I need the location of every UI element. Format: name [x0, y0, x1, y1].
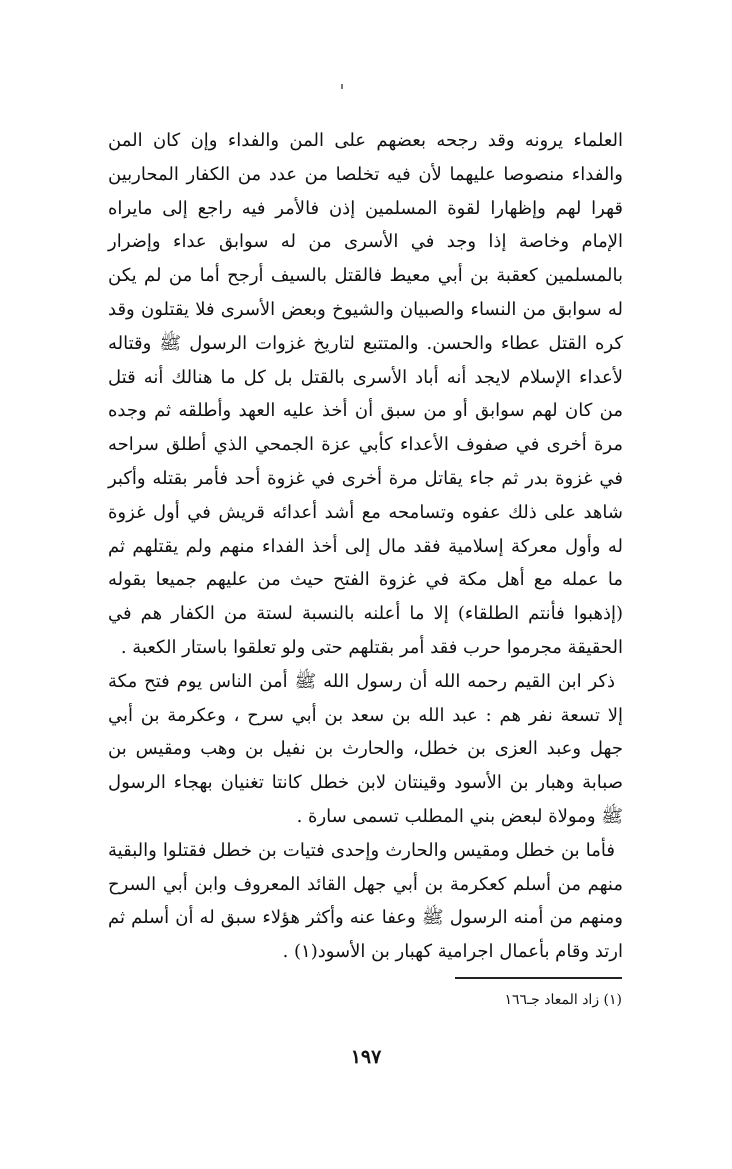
paragraph-1: العلماء يرونه وقد رجحه بعضهم على المن والفداء وإن كان المن والفداء منصوصا عليهما لأن فيه تخلصا من عدد من الكفار المحاربين قهرا لهم وإظهارا لقوة المسلمين إذن فالأمر فيه راجع إلى مايراه الإمام وخاصة إذا وجد في الأسرى من له سوابق عداء وإضرار بالمسلمين كعقبة بن أبي معيط فالقتل بالسيف أرجح أما من لم يكن له سوابق من النساء والصبيان والشيوخ وبعض الأسرى فلا يقتلون وقد كره القتل عطاء والحسن. والمتتبع لتاريخ غزوات الرسول ﷺ وقتاله لأعداء الإسلام لايجد أنه أباد الأسرى بالقتل بل كل ما هنالك أنه قتل من كان لهم سوابق أو من سبق أن أخذ عليه العهد وأطلقه ثم وجده مرة أخرى في صفوف الأعداء كأبي عزة الجمحي الذي أطلق سراحه في غزوة بدر ثم جاء يقاتل مرة أخرى في غزوة أحد فأمر بقتله وأكبر شاهد على ذلك عفوه وتسامحه مع أشد أعدائه قريش في أول غزوة له وأول معركة إسلامية فقد مال إلى أخذ الفداء منهم ولم يقتلهم ثم ما عمله مع أهل مكة في غزوة الفتح حيث من عليهم جميعا بقوله (إذهبوا فأنتم الطلقاء) إلا ما أعلنه بالنسبة لستة من الكفار هم في الحقيقة مجرموا حرب فقد أمر بقتلهم حتى ولو تعلقوا باستار الكعبة . — [108, 130, 623, 658]
page-number: ١٩٧ — [350, 1046, 382, 1068]
main-text — [108, 124, 623, 969]
paragraph-3: فأما بن خطل ومقيس والحارث وإحدى فتيات بن خطل فقتلوا والبقية منهم من أسلم كعكرمة بن أبي جهل القائد المعروف وابن أبي السرح ومنهم من أمنه الرسول ﷺ وعفا عنه وأكثر هؤلاء سبق له أن أسلم ثم ارتد وقام بأعمال اجرامية كهبار بن الأسود(١) . — [108, 839, 623, 963]
footnote: (١) زاد المعاد جـ١٦٦ — [504, 992, 622, 1008]
print-speck — [341, 84, 343, 89]
paragraph-2: ذكر ابن القيم رحمه الله أن رسول الله ﷺ أمن الناس يوم فتح مكة إلا تسعة نفر هم : عبد الله بن سعد بن أبي سرح ، وعكرمة بن أبي جهل وعبد العزى بن خطل، والحارث بن نفيل بن وهب ومقيس بن صبابة وهبار بن الأسود وقينتان لابن خطل كانتا تغنيان بهجاء الرسول ﷺ ومولاة لبعض بني المطلب تسمى سارة . — [108, 670, 623, 827]
footnote-divider — [455, 977, 622, 979]
